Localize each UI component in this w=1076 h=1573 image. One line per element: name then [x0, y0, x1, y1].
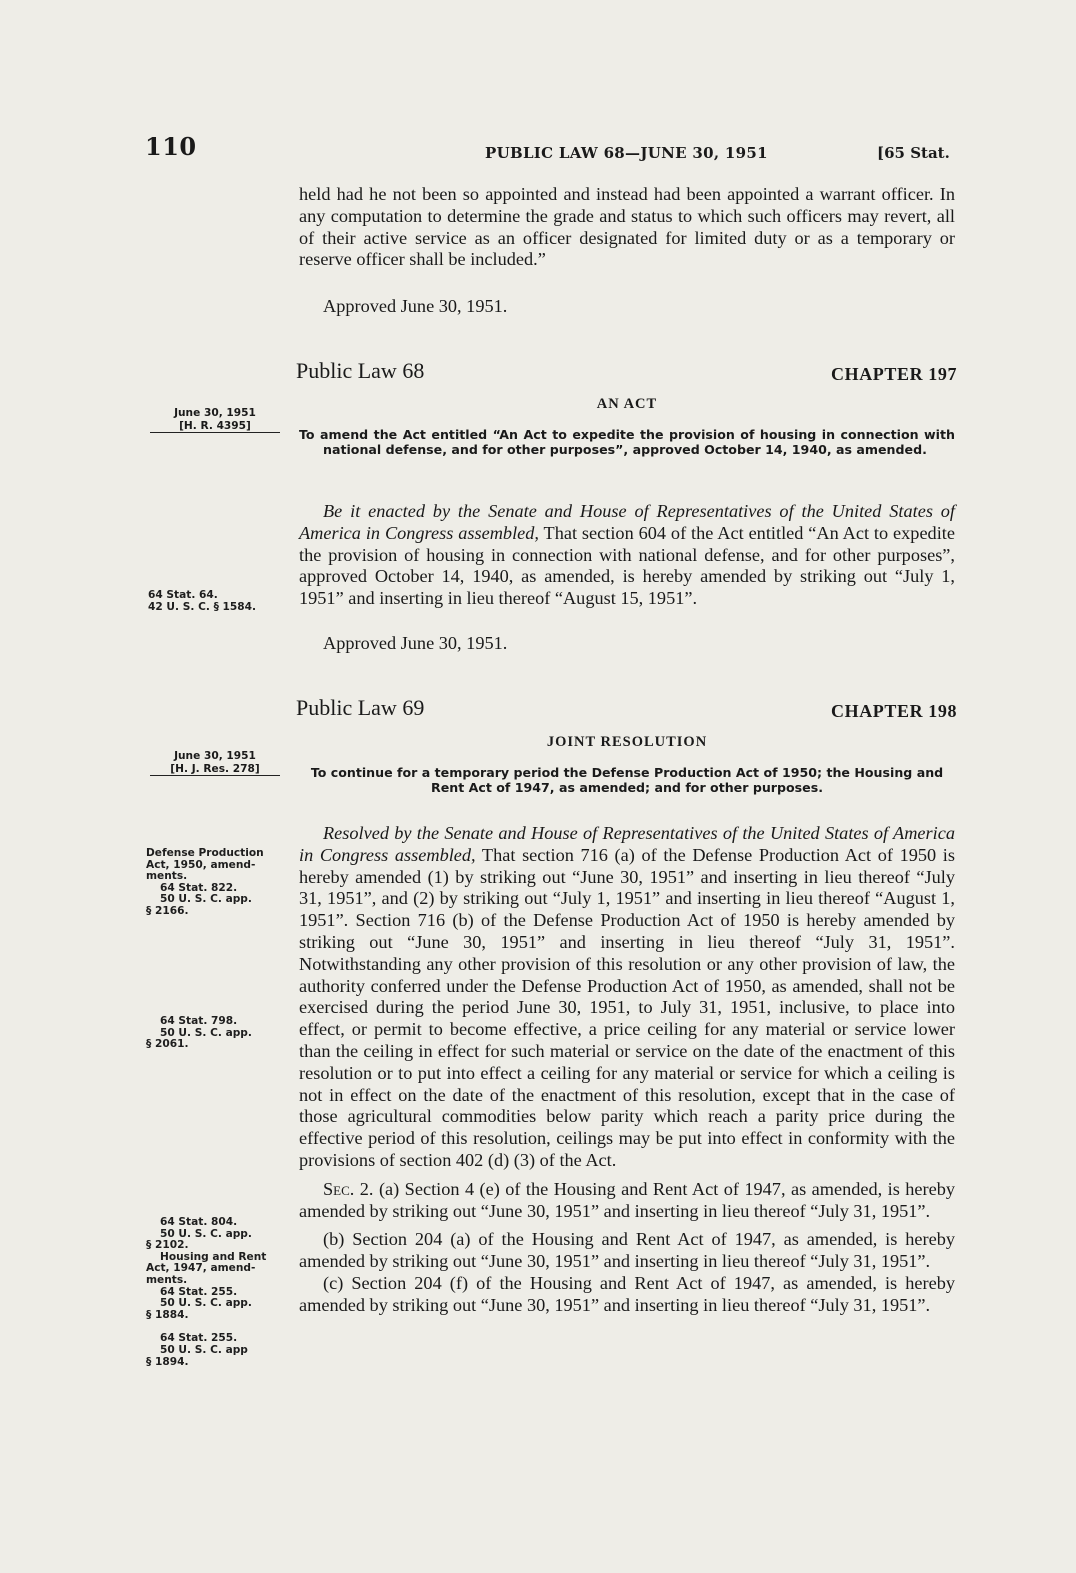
enacting-italic-68: Be it enacted by the Senate and House of Representatives of the United States of America in Congress assembled, [299, 501, 955, 543]
sec2-label: Sec. 2. [323, 1178, 374, 1199]
margin-cite-68 [148, 590, 298, 613]
running-head: PUBLIC LAW 68—JUNE 30, 1951 [485, 144, 768, 162]
margin-cite-68-usc: 42 U. S. C. § 1584. [148, 600, 257, 613]
sec2-c-text: (c) Section 204 (f) of the Housing and Rent Act of 1947, as amended, is hereby amended by striking out “June 30, 1951” and inserting in lieu thereof “July 31, 1951”. [299, 1272, 955, 1315]
margin-hr-line-10: 64 Stat. 255. [160, 1332, 238, 1345]
act-type-68: AN ACT [596, 396, 658, 412]
margin-hr-line-8: 50 U. S. C. app. [160, 1297, 252, 1310]
purpose-69 [299, 766, 955, 795]
margin-note-798 [146, 1016, 296, 1051]
approved-line-1: Approved June 30, 1951. [323, 296, 508, 316]
margin-cite-68-stat: 64 Stat. 64. [148, 589, 218, 601]
act-type-69: JOINT RESOLUTION [546, 734, 708, 750]
continuation-text: held had he not been so appointed and instead had been appointed a warrant officer. In any computation to determine the grade and status to which such officers may revert, all of their active service as an officer designated for limited duty or as a temporary or reserve officer shall be included.” [299, 184, 955, 270]
margin-dpa-line-6: § 2166. [146, 904, 189, 917]
margin-dpa-line-4: 64 Stat. 822. [160, 881, 238, 894]
margin-hr-line-11: 50 U. S. C. app [160, 1343, 248, 1356]
enacting-text-68: That section 604 of the Act entitled “An Act to expedite the provision of housing in connection with national defense, and for other purposes”, approved October 14, 1940, as amended, is hereby amended by striking out “July 1, 1951” and inserting in lieu thereof “August 15, 1951”. [299, 522, 955, 609]
sec2-a-text: (a) Section 4 (e) of the Housing and Rent Act of 1947, as amended, is hereby amended by striking out “June 30, 1951” and inserting in lieu thereof “July 31, 1951”. [299, 1178, 955, 1221]
margin-798-line-3: § 2061. [146, 1038, 189, 1051]
page-number: 110 [145, 132, 197, 161]
continuation-paragraph [299, 184, 955, 271]
margin-date-69 [150, 751, 280, 776]
margin-date-69-date: June 30, 1951 [174, 750, 256, 762]
margin-dpa-line-1: Defense Production [146, 847, 264, 859]
margin-note-housing [146, 1217, 296, 1368]
margin-dpa-line-3: ments. [146, 870, 188, 883]
margin-hr-line-2: 50 U. S. C. app. [160, 1227, 252, 1240]
resolving-italic-69: Resolved by the Senate and House of Representatives of the United States of America in Congress assembled, [299, 823, 955, 865]
margin-hr-line-1: 64 Stat. 804. [160, 1216, 238, 1228]
margin-hr-line-6: ments. [146, 1273, 188, 1286]
margin-hr-line-12: § 1894. [146, 1355, 189, 1368]
public-law-68-title: Public Law 68 [296, 358, 425, 383]
margin-date-68-date: June 30, 1951 [174, 407, 256, 419]
margin-note-dpa [146, 848, 296, 918]
purpose-69-text: To continue for a temporary period the Defense Production Act of 1950; the Housing and Rent Act of 1947, as amended; and for other purposes. [310, 765, 944, 795]
margin-hr-line-9: § 1884. [146, 1308, 189, 1321]
purpose-68 [299, 428, 955, 457]
resolving-text-69: That section 716 (a) of the Defense Production Act of 1950 is hereby amended (1) by striking out “June 30, 1951” and inserting in lieu thereof “July 31, 1951”, and (2) by striking out “July 1, 1951” and inserting in lieu thereof “August 1, 1951”. Section 716 (b) of the Defense Production Act of 1950 is hereby amended by striking out “June 30, 1951” and inserting in lieu thereof “July 31, 1951”. Notwithstanding any other provision of this resolution or any other provision of law, the authority conferred under the Defense Production Act of 1950, as amended, shall not be exercised during the period June 30, 1951, to July 31, 1951, inclusive, to place into effect, or permit to become effective, a price ceiling for any material or service lower than the ceiling in effect for such material or service on the date of the enactment of this resolution or to put into effect a ceiling for any material or service for which a ceiling is not in effect on the date of the enactment of this resolution, except that in the case of those agricultural commodities below parity which reach a parity price during the effective period of this resolution, ceilings may be put into effect in conformity with the provisions of section 402 (d) (3) of the Act. [299, 844, 955, 1170]
margin-798-line-2: 50 U. S. C. app. [160, 1026, 252, 1039]
sec2-b-text: (b) Section 204 (a) of the Housing and Rent Act of 1947, as amended, is hereby amended by striking out “June 30, 1951” and inserting in lieu thereof “July 31, 1951”. [299, 1229, 955, 1272]
margin-798-line-1: 64 Stat. 798. [160, 1015, 238, 1027]
volume-reference: [65 Stat. [877, 144, 950, 162]
enacting-clause-68 [299, 501, 955, 610]
margin-hr-line-4: Housing and Rent [160, 1250, 267, 1263]
margin-dpa-line-5: 50 U. S. C. app. [160, 893, 252, 906]
margin-hr-line-3: § 2102. [146, 1239, 189, 1252]
margin-hr-line-7: 64 Stat. 255. [160, 1285, 238, 1298]
margin-dpa-line-2: Act, 1950, amend- [146, 858, 256, 871]
public-law-69-title: Public Law 69 [296, 695, 425, 720]
margin-date-68 [150, 408, 280, 433]
resolving-clause-69 [299, 823, 955, 1317]
chapter-198: CHAPTER 198 [831, 701, 958, 721]
approved-line-2: Approved June 30, 1951. [323, 633, 508, 653]
purpose-68-text: To amend the Act entitled “An Act to expedite the provision of housing in connection with national defense, and for other purposes”, approved October 14, 1940, as amended. [299, 427, 955, 457]
margin-date-69-bill: [H. J. Res. 278] [150, 764, 280, 777]
chapter-197: CHAPTER 197 [831, 364, 958, 384]
margin-date-68-bill: [H. R. 4395] [150, 421, 280, 434]
margin-hr-line-5: Act, 1947, amend- [146, 1262, 256, 1275]
